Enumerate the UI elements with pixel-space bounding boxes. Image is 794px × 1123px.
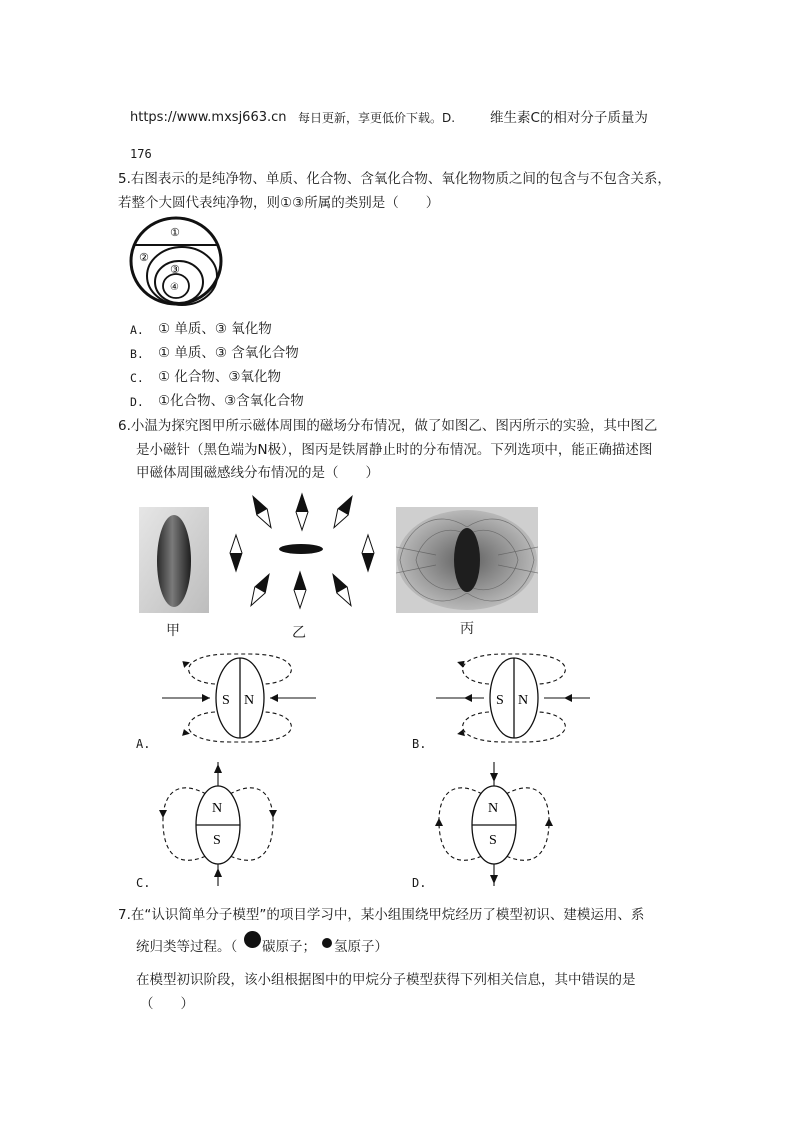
needle-bottom-center bbox=[294, 572, 306, 608]
caption-jia: 甲 bbox=[166, 623, 180, 639]
needle-top-right bbox=[329, 493, 357, 530]
q5-option-b-letter: B. bbox=[130, 347, 144, 361]
q7-line-4: （ ） bbox=[140, 996, 194, 1012]
needle-left bbox=[230, 535, 242, 571]
q5-option-d-letter: D. bbox=[130, 395, 144, 409]
needle-top-left bbox=[248, 493, 276, 530]
carbon-label: 碳原子； bbox=[262, 939, 316, 955]
needle-right bbox=[362, 535, 374, 571]
caption-bing: 丙 bbox=[460, 621, 474, 637]
option-c-top-pole: N bbox=[212, 801, 223, 816]
needle-bottom-right bbox=[328, 571, 356, 608]
option-c-bottom-pole: S bbox=[213, 833, 221, 848]
option-a-left-pole: S bbox=[222, 693, 230, 708]
q5-option-d-text: ①化合物、③含氧化合物 bbox=[158, 393, 304, 409]
needle-bottom-left bbox=[246, 571, 274, 608]
q5-line-2: 若整个大圆代表纯净物，则①③所属的类别是（ ） bbox=[118, 195, 440, 211]
q5-option-c-letter: C. bbox=[130, 371, 144, 385]
option-a-right-pole: N bbox=[244, 693, 255, 708]
q7-line-3: 在模型初识阶段，该小组根据图中的甲烷分子模型获得下列相关信息，其中错误的是 bbox=[136, 972, 636, 988]
q7-line-1: 7.在“认识简单分子模型”的项目学习中，某小组围绕甲烷经历了模型初识、建模运用、系 bbox=[118, 907, 645, 923]
option-b-right-pole: N bbox=[518, 693, 529, 708]
iron-filings-photo bbox=[396, 507, 538, 613]
option-d-bottom-pole: S bbox=[489, 833, 497, 848]
option-a-field-diagram bbox=[160, 652, 320, 746]
q5-option-b-text: ① 单质、③ 含氧化合物 bbox=[158, 345, 299, 361]
needle-top-center bbox=[296, 494, 308, 530]
option-d-label: D. bbox=[412, 876, 427, 890]
carbon-atom-icon bbox=[244, 931, 261, 948]
filings-magnet bbox=[454, 528, 480, 592]
q6-line-3: 甲磁体周围磁感线分布情况的是（ ） bbox=[136, 465, 379, 481]
option-d-field-diagram bbox=[434, 760, 554, 888]
q5-inclusion-diagram bbox=[126, 216, 228, 306]
q5-option-c-text: ① 化合物、③氧化物 bbox=[158, 369, 281, 385]
hydrogen-label: 氢原子） bbox=[334, 939, 388, 955]
magnet-body bbox=[157, 515, 191, 607]
compass-needle-figure bbox=[222, 488, 382, 616]
caption-yi: 乙 bbox=[292, 625, 306, 641]
option-d-value: 176 bbox=[130, 147, 152, 161]
center-magnet bbox=[279, 544, 323, 554]
option-a-label: A. bbox=[136, 737, 151, 751]
option-d-text: 维生素C的相对分子质量为 bbox=[490, 110, 648, 126]
label-2: ② bbox=[139, 251, 149, 264]
option-b-field-diagram bbox=[434, 652, 594, 746]
q5-option-a-text: ① 单质、③ 氧化物 bbox=[158, 321, 272, 337]
q5-option-a-letter: A. bbox=[130, 323, 144, 337]
hydrogen-atom-icon bbox=[322, 938, 332, 948]
download-notice: 每日更新，享更低价下载。D. bbox=[298, 111, 456, 125]
option-b-label: B. bbox=[412, 737, 427, 751]
option-b-left-pole: S bbox=[496, 693, 504, 708]
label-3: ③ bbox=[170, 263, 180, 276]
option-d-top-pole: N bbox=[488, 801, 499, 816]
option-c-label: C. bbox=[136, 876, 151, 890]
q7-line-2-prefix: 统归类等过程。（ bbox=[136, 939, 238, 955]
q5-line-1: 5.右图表示的是纯净物、单质、化合物、含氧化合物、氧化物物质之间的包含与不包含关系， bbox=[118, 171, 671, 187]
source-url[interactable]: https://www.mxsj663.cn bbox=[130, 110, 287, 125]
option-c-field-diagram bbox=[158, 760, 278, 888]
q6-line-2: 是小磁针（黑色端为N极），图丙是铁屑静止时的分布情况。下列选项中，能正确描述图 bbox=[136, 442, 653, 458]
q6-line-1: 6.小温为探究图甲所示磁体周围的磁场分布情况，做了如图乙、图丙所示的实验，其中图乙 bbox=[118, 418, 658, 434]
label-1: ① bbox=[170, 226, 180, 239]
magnet-photo bbox=[139, 507, 209, 613]
label-4: ④ bbox=[170, 282, 179, 293]
